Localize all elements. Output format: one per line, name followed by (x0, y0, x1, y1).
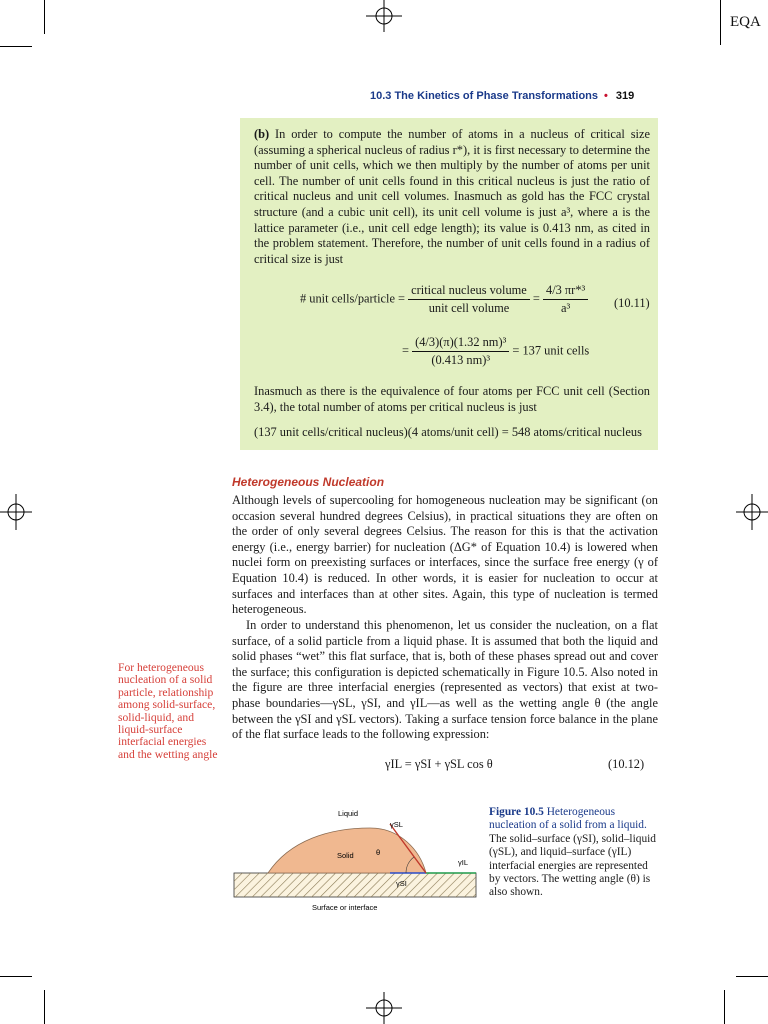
figure-caption-title: Heterogeneous nucleation of a solid from a liquid. (489, 806, 647, 832)
corner-tag: EQA (730, 14, 761, 30)
crop-mark (724, 990, 725, 1024)
label-gamma-si: γSI (396, 879, 407, 888)
eq-volume-denominator: a³ (561, 301, 571, 315)
margin-note: For heterogeneous nucleation of a solid particle, relationship among solid-surface, solid-liquid, and liquid-surface interfacial energies and the wetting angle (118, 661, 218, 761)
crop-mark (0, 46, 32, 47)
crop-mark (736, 976, 768, 977)
eq-result-equals: = (402, 343, 409, 358)
eq-volume-numerator: 4/3 πr*³ (543, 283, 588, 300)
equation-number-10-12: (10.12) (608, 757, 645, 771)
header-separator: • (604, 90, 608, 102)
eq-result-fraction (412, 335, 509, 368)
eq-lhs: # unit cells/particle = (300, 291, 406, 306)
eq-fraction-denominator: unit cell volume (428, 301, 510, 315)
equation-10-11 (300, 283, 588, 316)
registration-mark-top (362, 0, 406, 34)
header-section-title: 10.3 The Kinetics of Phase Transformations (370, 90, 599, 102)
label-surface: Surface or interface (312, 903, 378, 912)
label-gamma-sl: γSL (390, 820, 403, 829)
registration-mark-bottom (362, 990, 406, 1024)
eq-fraction (408, 283, 530, 316)
label-solid: Solid (337, 851, 354, 860)
eq-equals: = (532, 291, 540, 306)
header-page-number: 319 (615, 90, 635, 102)
eq-fraction-numerator: critical nucleus volume (408, 283, 530, 300)
equation-number-10-11: (10.11) (614, 296, 650, 310)
example-paragraph-text: In order to compute the number of atoms in a nucleus of critical size (assuming a spherical nucleus of radius r*), it is first necessary to determine the number of unit cells, which we then multiply by the number of atoms per unit cell. The number of unit cells found in this critical nucleus is just the ratio of critical nucleus and unit cell volumes. Inasmuch as gold has the FCC crystal structure (and a cubic unit cell), its unit cell volume is just a³, where a is the lattice parameter (i.e., unit cell edge length); its value is 0.413 nm, as cited in the problem statement. Therefore, the number of unit cells found in a radius of critical size is just (254, 127, 650, 266)
example-part-label: (b) (254, 127, 270, 141)
figure-caption (489, 806, 659, 900)
crop-mark (0, 976, 32, 977)
corner-tag-divider (720, 0, 721, 45)
figure-10-5-diagram (230, 800, 480, 918)
crop-mark (44, 990, 45, 1024)
label-theta: θ (376, 848, 381, 857)
surface-hatching (234, 873, 476, 897)
crop-mark (44, 0, 45, 34)
section-title: Heterogeneous Nucleation (232, 475, 385, 489)
eq-result-numerator: (4/3)(π)(1.32 nm)³ (412, 335, 509, 352)
figure-caption-label: Figure 10.5 (489, 806, 544, 818)
body-paragraph-1: Although levels of supercooling for homogeneous nucleation may be significant (on occasion several hundred degrees Celsius), in practical situations they are often on the order of only several degrees Celsius. The reason for this is that the activation energy (i.e., energy barrier) for nucleation (ΔG* of Equation 10.4) is lowered when nuclei form on preexisting surfaces or interfaces, since the surface free energy (γ of Equation 10.4) is reduced. In other words, it is easier for nucleation to occur at surfaces and interfaces than at other sites. Again, this type of nucleation is termed heterogeneous. (232, 493, 658, 617)
registration-mark-right (734, 490, 768, 534)
eq-volume-fraction (543, 283, 588, 316)
example-paragraph-2: Inasmuch as there is the equivalence of four atoms per FCC unit cell (Section 3.4), the total number of atoms per critical nucleus is just (254, 384, 650, 414)
eq-result-denominator: (0.413 nm)³ (431, 353, 491, 367)
label-liquid: Liquid (338, 809, 359, 818)
equation-result (402, 335, 589, 368)
label-gamma-il: γIL (458, 858, 469, 867)
body-paragraph-2: In order to understand this phenomenon, let us consider the nucleation, on a flat surface, of a solid particle from a liquid phase. It is assumed that both the liquid and solid phases “wet” this flat surface, that is, both of these phases spread out and cover the surface; this configuration is depicted schematically in Figure 10.5. Also noted in the figure are three interfacial energies (represented as vectors) that exist at two-phase boundaries—γSL, γSI, and γIL—as well as the wetting angle θ (the angle between the γSI and γSL vectors). Taking a surface tension force balance in the plane of the flat surface leads to the following expression: (232, 618, 658, 742)
figure-caption-text: The solid–surface (γSI), solid–liquid (γSL), and liquid–surface (γIL) interfacial energies are represented by vectors. The wetting angle (θ) is also shown. (489, 832, 657, 899)
eq-result-rhs: = 137 unit cells (512, 343, 590, 358)
example-paragraph (254, 127, 650, 267)
registration-mark-left (0, 490, 34, 534)
running-header (370, 90, 634, 102)
equation-10-12: γIL = γSI + γSL cos θ (385, 757, 493, 771)
example-final-line: (137 unit cells/critical nucleus)(4 atoms/unit cell) = 548 atoms/critical nucleus (254, 425, 642, 439)
